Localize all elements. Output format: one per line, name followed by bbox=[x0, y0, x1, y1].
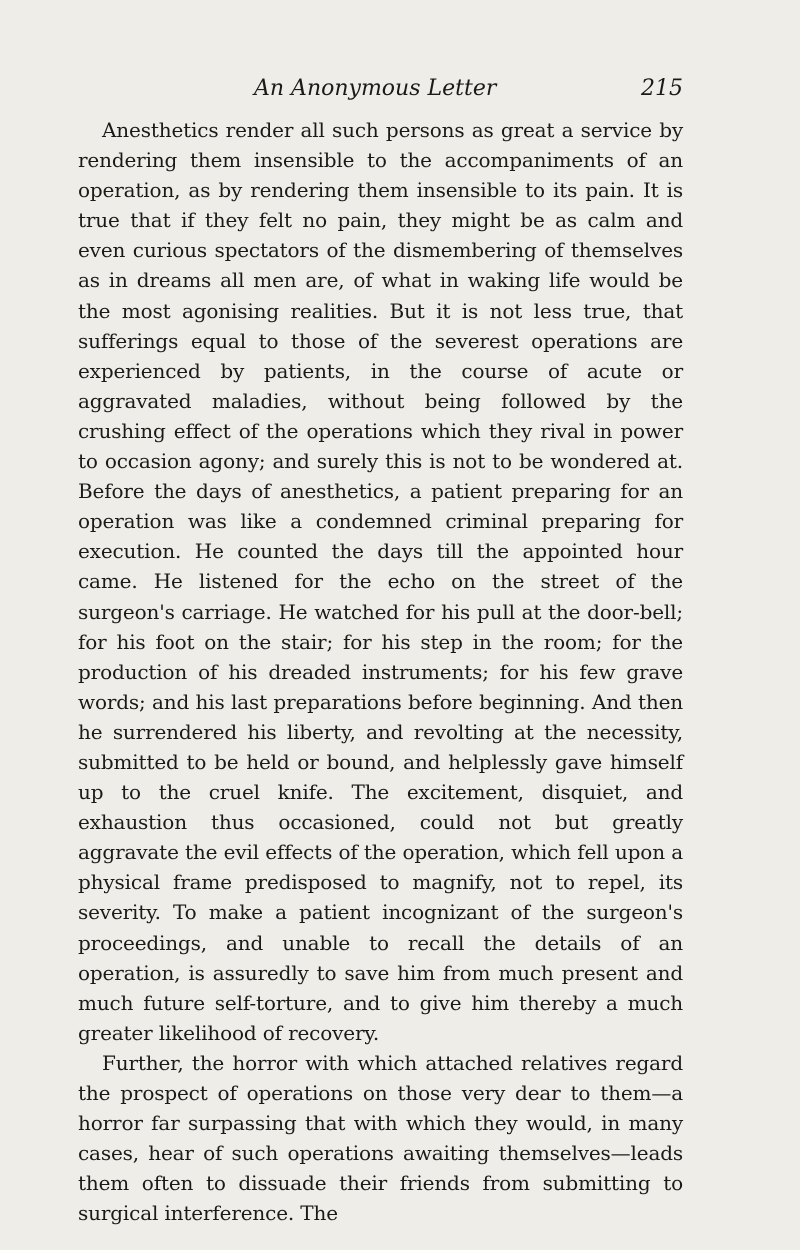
running-head bbox=[78, 72, 683, 106]
body-text bbox=[78, 115, 683, 1228]
paragraph-2: Further, the horror with which attached relatives regard the prospect of operations on those very dear to them—a horror far surpassing that with which they would, in many cases, hear of such operations awaiting themselves—leads them often to dissuade their friends from submitting to surgical interference. The bbox=[78, 1050, 683, 1226]
page-number: 215 bbox=[641, 76, 683, 101]
running-title: An Anonymous Letter bbox=[254, 76, 497, 101]
paragraph-1: Anesthetics render all such persons as great a service by rendering them insensible to the accompaniments of an operation, as by rendering them insensible to its pain. It is true that if they felt no pain, they might be as calm and even curious spectators of the dismembering of themselves as in dreams all men are, of what in waking life would be the most agonising realities. But it is not less true, that sufferings equal to those of the severest operations are experienced by patients, in the course of acute or aggravated maladies, without being followed by the crushing effect of the operations which they rival in power to occasion agony; and surely this is not to be wondered at. Before the days of anesthetics, a patient preparing for an operation was like a condemned criminal preparing for execution. He counted the days till the appointed hour came. He listened for the echo on the street of the surgeon's carriage. He watched for his pull at the door-bell; for his foot on the stair; for his step in the room; for the production of his dreaded instruments; for his few grave words; and his last preparations before beginning. And then he surrendered his liberty, and revolting at the necessity, submitted to be held or bound, and helplessly gave himself up to the cruel knife. The excitement, disquiet, and exhaustion thus occasioned, could not but greatly aggravate the evil effects of the operation, which fell upon a physical frame predisposed to magnify, not to repel, its severity. To make a patient incognizant of the surgeon's proceedings, and unable to recall the details of an operation, is assuredly to save him from much present and much future self-torture, and to give him thereby a much greater likelihood of recovery. bbox=[78, 118, 683, 1045]
